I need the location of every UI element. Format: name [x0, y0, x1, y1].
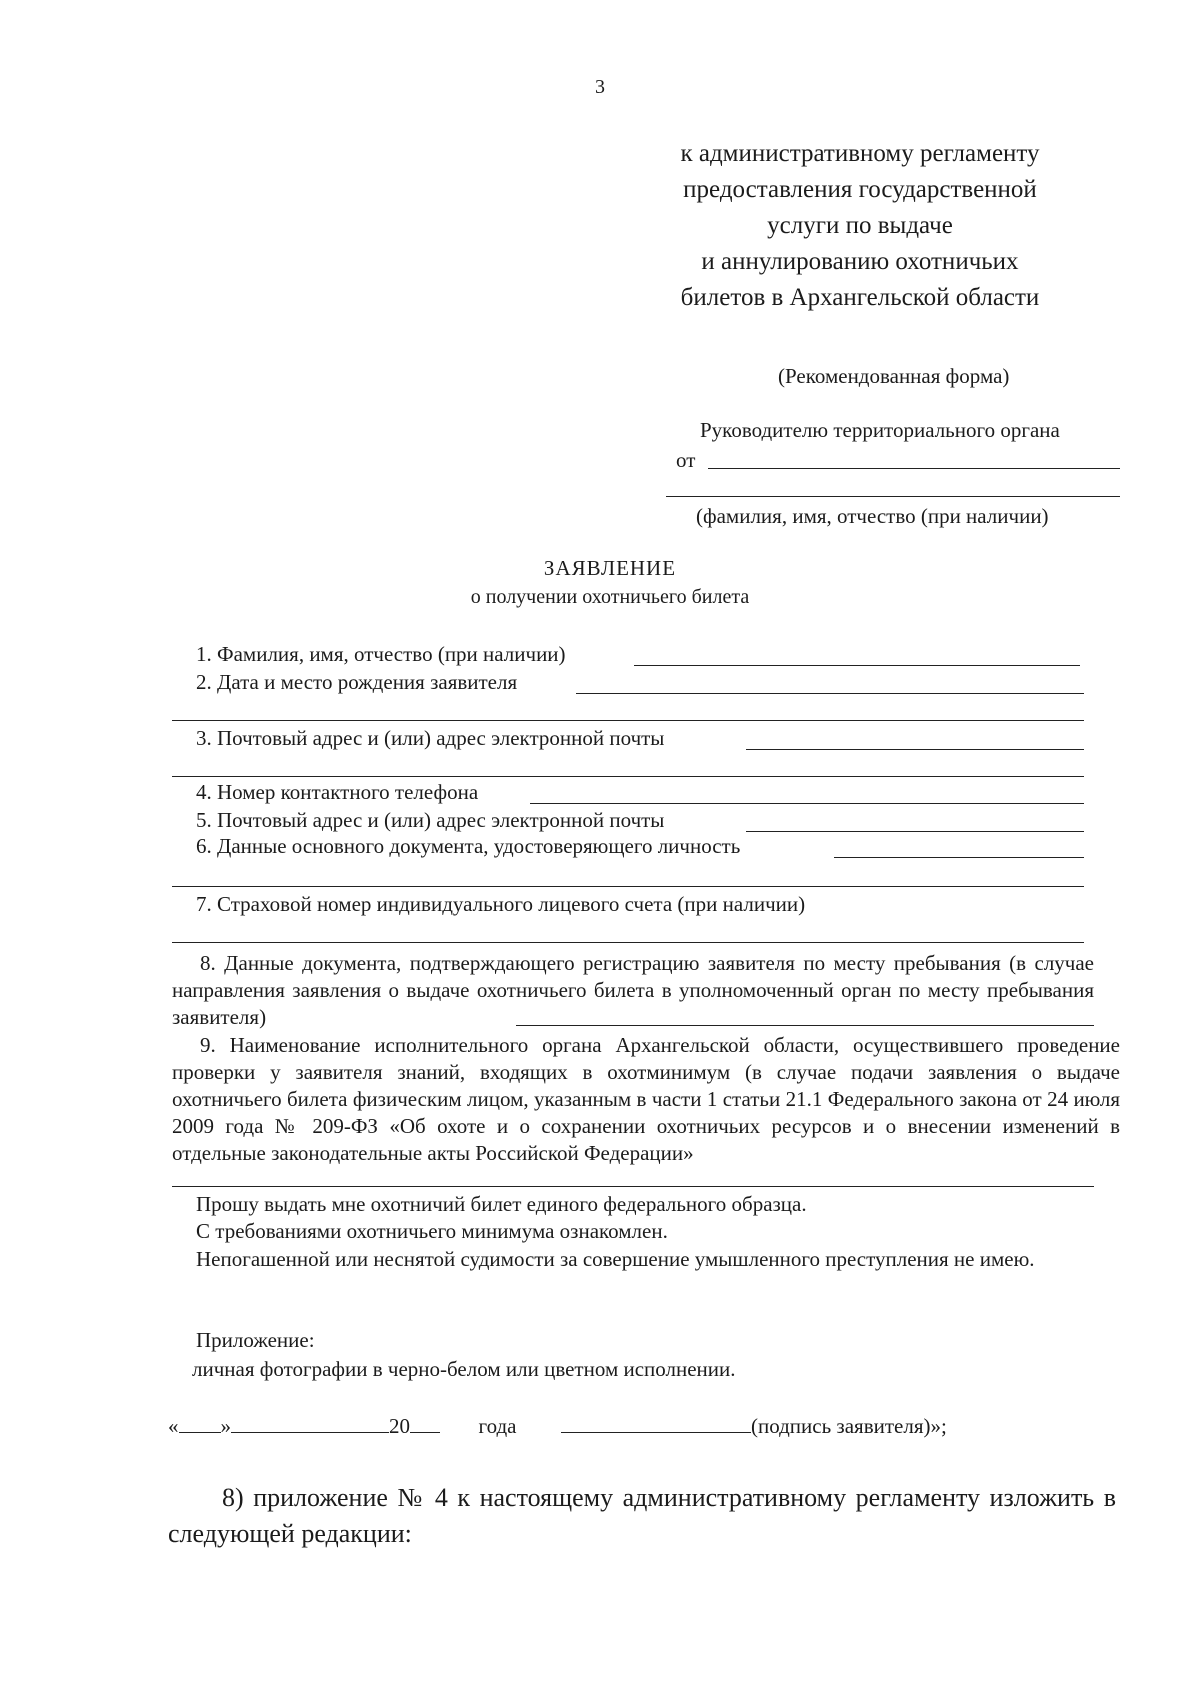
item-1-label: 1. Фамилия, имя, отчество (при наличии): [196, 642, 566, 666]
attachment-text: личная фотографии в черно-белом или цветном исполнении.: [192, 1357, 736, 1381]
closing-paragraph: 8) приложение № 4 к настоящему административному регламенту изложить в следующей редакции:: [168, 1483, 1116, 1548]
date-open-quote: «: [168, 1414, 179, 1438]
item-5-field[interactable]: [746, 831, 1084, 832]
signature-row: [168, 1414, 947, 1439]
addressee-line: Руководителю территориального органа: [700, 418, 1060, 442]
item-3-field[interactable]: [746, 749, 1084, 750]
statement-acknowledged: С требованиями охотничьего минимума ознакомлен.: [196, 1219, 668, 1243]
item-8-text: [172, 950, 1094, 1031]
from-name-field-2[interactable]: [666, 496, 1120, 497]
item-8-field[interactable]: [516, 1025, 1094, 1026]
signature-caption: (подпись заявителя)»;: [751, 1414, 947, 1438]
date-year-word: года: [478, 1414, 517, 1438]
from-name-field[interactable]: [708, 468, 1120, 469]
attachment-label: Приложение:: [196, 1328, 315, 1352]
item-6-label: 6. Данные основного документа, удостоверяющего личность: [196, 834, 741, 858]
document-title: ЗАЯВЛЕНИЕ: [543, 556, 677, 580]
item-4-field[interactable]: [530, 803, 1084, 804]
from-label: от: [676, 448, 696, 472]
reference-line: к административному регламенту: [680, 140, 1040, 167]
date-year-prefix: 20: [389, 1414, 410, 1438]
statement-request: Прошу выдать мне охотничий билет единого федерального образца.: [196, 1192, 807, 1216]
signature-field[interactable]: [561, 1414, 751, 1433]
reference-line: и аннулированию охотничьих: [701, 248, 1019, 275]
date-year-field[interactable]: [410, 1414, 440, 1433]
reference-line: услуги по выдаче: [767, 212, 953, 239]
item-1-field[interactable]: [634, 665, 1080, 666]
item-6-field[interactable]: [834, 857, 1084, 858]
name-caption: (фамилия, имя, отчество (при наличии): [696, 504, 1049, 528]
item-4-label: 4. Номер контактного телефона: [196, 780, 479, 804]
date-month-field[interactable]: [231, 1414, 389, 1433]
item-5-label: 5. Почтовый адрес и (или) адрес электронной почты: [196, 808, 665, 832]
reference-line: предоставления государственной: [683, 176, 1037, 203]
item-9-text: [172, 1032, 1120, 1167]
date-close-quote: »: [220, 1414, 231, 1438]
item-9-label: 9. Наименование исполнительного органа Архангельской области, осуществившего проведение проверки у заявителя знаний, входящих в охотминимум (в случае подачи заявления о выдаче охотничьего билета физическим лицом, указанным в части 1 статьи 21.1 Федерального закона от 24 июля 2009 года № 209-ФЗ «Об охоте и о сохранении охотничьих ресурсов и о внесении изменений в отдельные законодательные акты Российской Федерации»: [172, 1033, 1120, 1165]
statement-no-conviction: Непогашенной или неснятой судимости за совершение умышленного преступления не имею.: [196, 1247, 1035, 1271]
item-7-field[interactable]: [172, 942, 1084, 943]
reference-line: билетов в Архангельской области: [680, 284, 1040, 311]
item-9-field[interactable]: [172, 1186, 1094, 1187]
item-2-field-continuation[interactable]: [172, 720, 1084, 721]
item-2-label: 2. Дата и место рождения заявителя: [196, 670, 518, 694]
item-3-field-continuation[interactable]: [172, 776, 1084, 777]
item-8-label: 8. Данные документа, подтверждающего регистрацию заявителя по месту пребывания (в случае направления заявления о выдаче охотничьего билета в уполномоченный орган по месту пребывания заявителя): [172, 951, 1094, 1029]
item-3-label: 3. Почтовый адрес и (или) адрес электронной почты: [196, 726, 665, 750]
document-subtitle: о получении охотничьего билета: [470, 586, 750, 608]
regulation-reference: [640, 136, 1080, 316]
item-2-field[interactable]: [576, 693, 1084, 694]
item-7-label: 7. Страховой номер индивидуального лицевого счета (при наличии): [196, 892, 806, 916]
form-note: (Рекомендованная форма): [778, 364, 1010, 388]
date-day-field[interactable]: [179, 1414, 221, 1433]
item-6-field-continuation[interactable]: [172, 886, 1084, 887]
page-number: 3: [595, 76, 605, 98]
